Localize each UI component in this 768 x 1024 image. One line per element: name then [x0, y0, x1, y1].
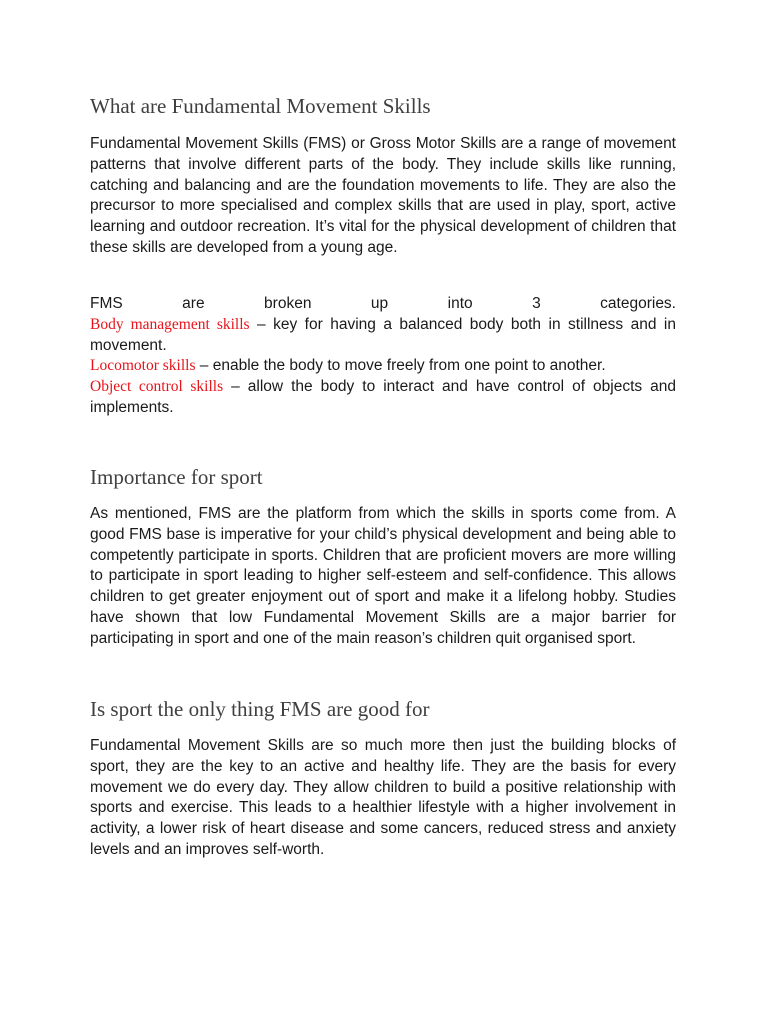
- category-description: – enable the body to move freely from one point to another.: [195, 357, 606, 375]
- section-paragraph-importance: As mentioned, FMS are the platform from which the skills in sports come from. A good FMS base is imperative for your child’s physical development and being able to competently participate in sports. Children that are proficient movers are more willing to participate in sport leading to higher self-esteem and self-confidence. This allows children to get greater enjoyment out of sport and make it a lifelong hobby. Studies have shown that low Fundamental Movement Skills are a major barrier for participating in sport and one of the main reason’s children quit organised sport.: [90, 505, 676, 647]
- categories-intro: FMS are broken up into 3 categories.: [90, 295, 676, 312]
- category-body-management: [90, 315, 676, 357]
- section-heading-importance: Importance for sport: [90, 465, 263, 489]
- section-paragraph-what-are-fms: Fundamental Movement Skills (FMS) or Gross Motor Skills are a range of movement patterns that involve different parts of the body. They include skills like running, catching and balancing and are the foundation movements to life. They are also the precursor to more specialised and complex skills that are used in play, sport, active learning and outdoor recreation. It’s vital for the physical development of children that these skills are developed from a young age.: [90, 135, 676, 256]
- category-object-control: [90, 377, 676, 419]
- section-heading-only-sport: Is sport the only thing FMS are good for: [90, 697, 430, 721]
- category-description: – key for having a balanced body both in stillness and in movement.: [90, 315, 676, 354]
- category-locomotor: [90, 356, 676, 377]
- category-name: Object control skills: [90, 378, 224, 396]
- category-name: Body management skills: [90, 315, 250, 333]
- categories-block: [90, 294, 676, 419]
- category-name: Locomotor skills: [90, 357, 196, 375]
- section-heading-what-are-fms: What are Fundamental Movement Skills: [90, 94, 431, 118]
- category-description: – allow the body to interact and have control of objects and implements.: [90, 378, 677, 416]
- section-paragraph-only-sport: Fundamental Movement Skills are so much more then just the building blocks of sport, they are the key to an active and healthy life. They are the basis for every movement we do every day. They allow children to build a positive relationship with sports and exercise. This leads to a healthier lifestyle with a higher involvement in activity, a lower risk of heart disease and some cancers, reduced stress and anxiety levels and an improves self-worth.: [90, 737, 676, 858]
